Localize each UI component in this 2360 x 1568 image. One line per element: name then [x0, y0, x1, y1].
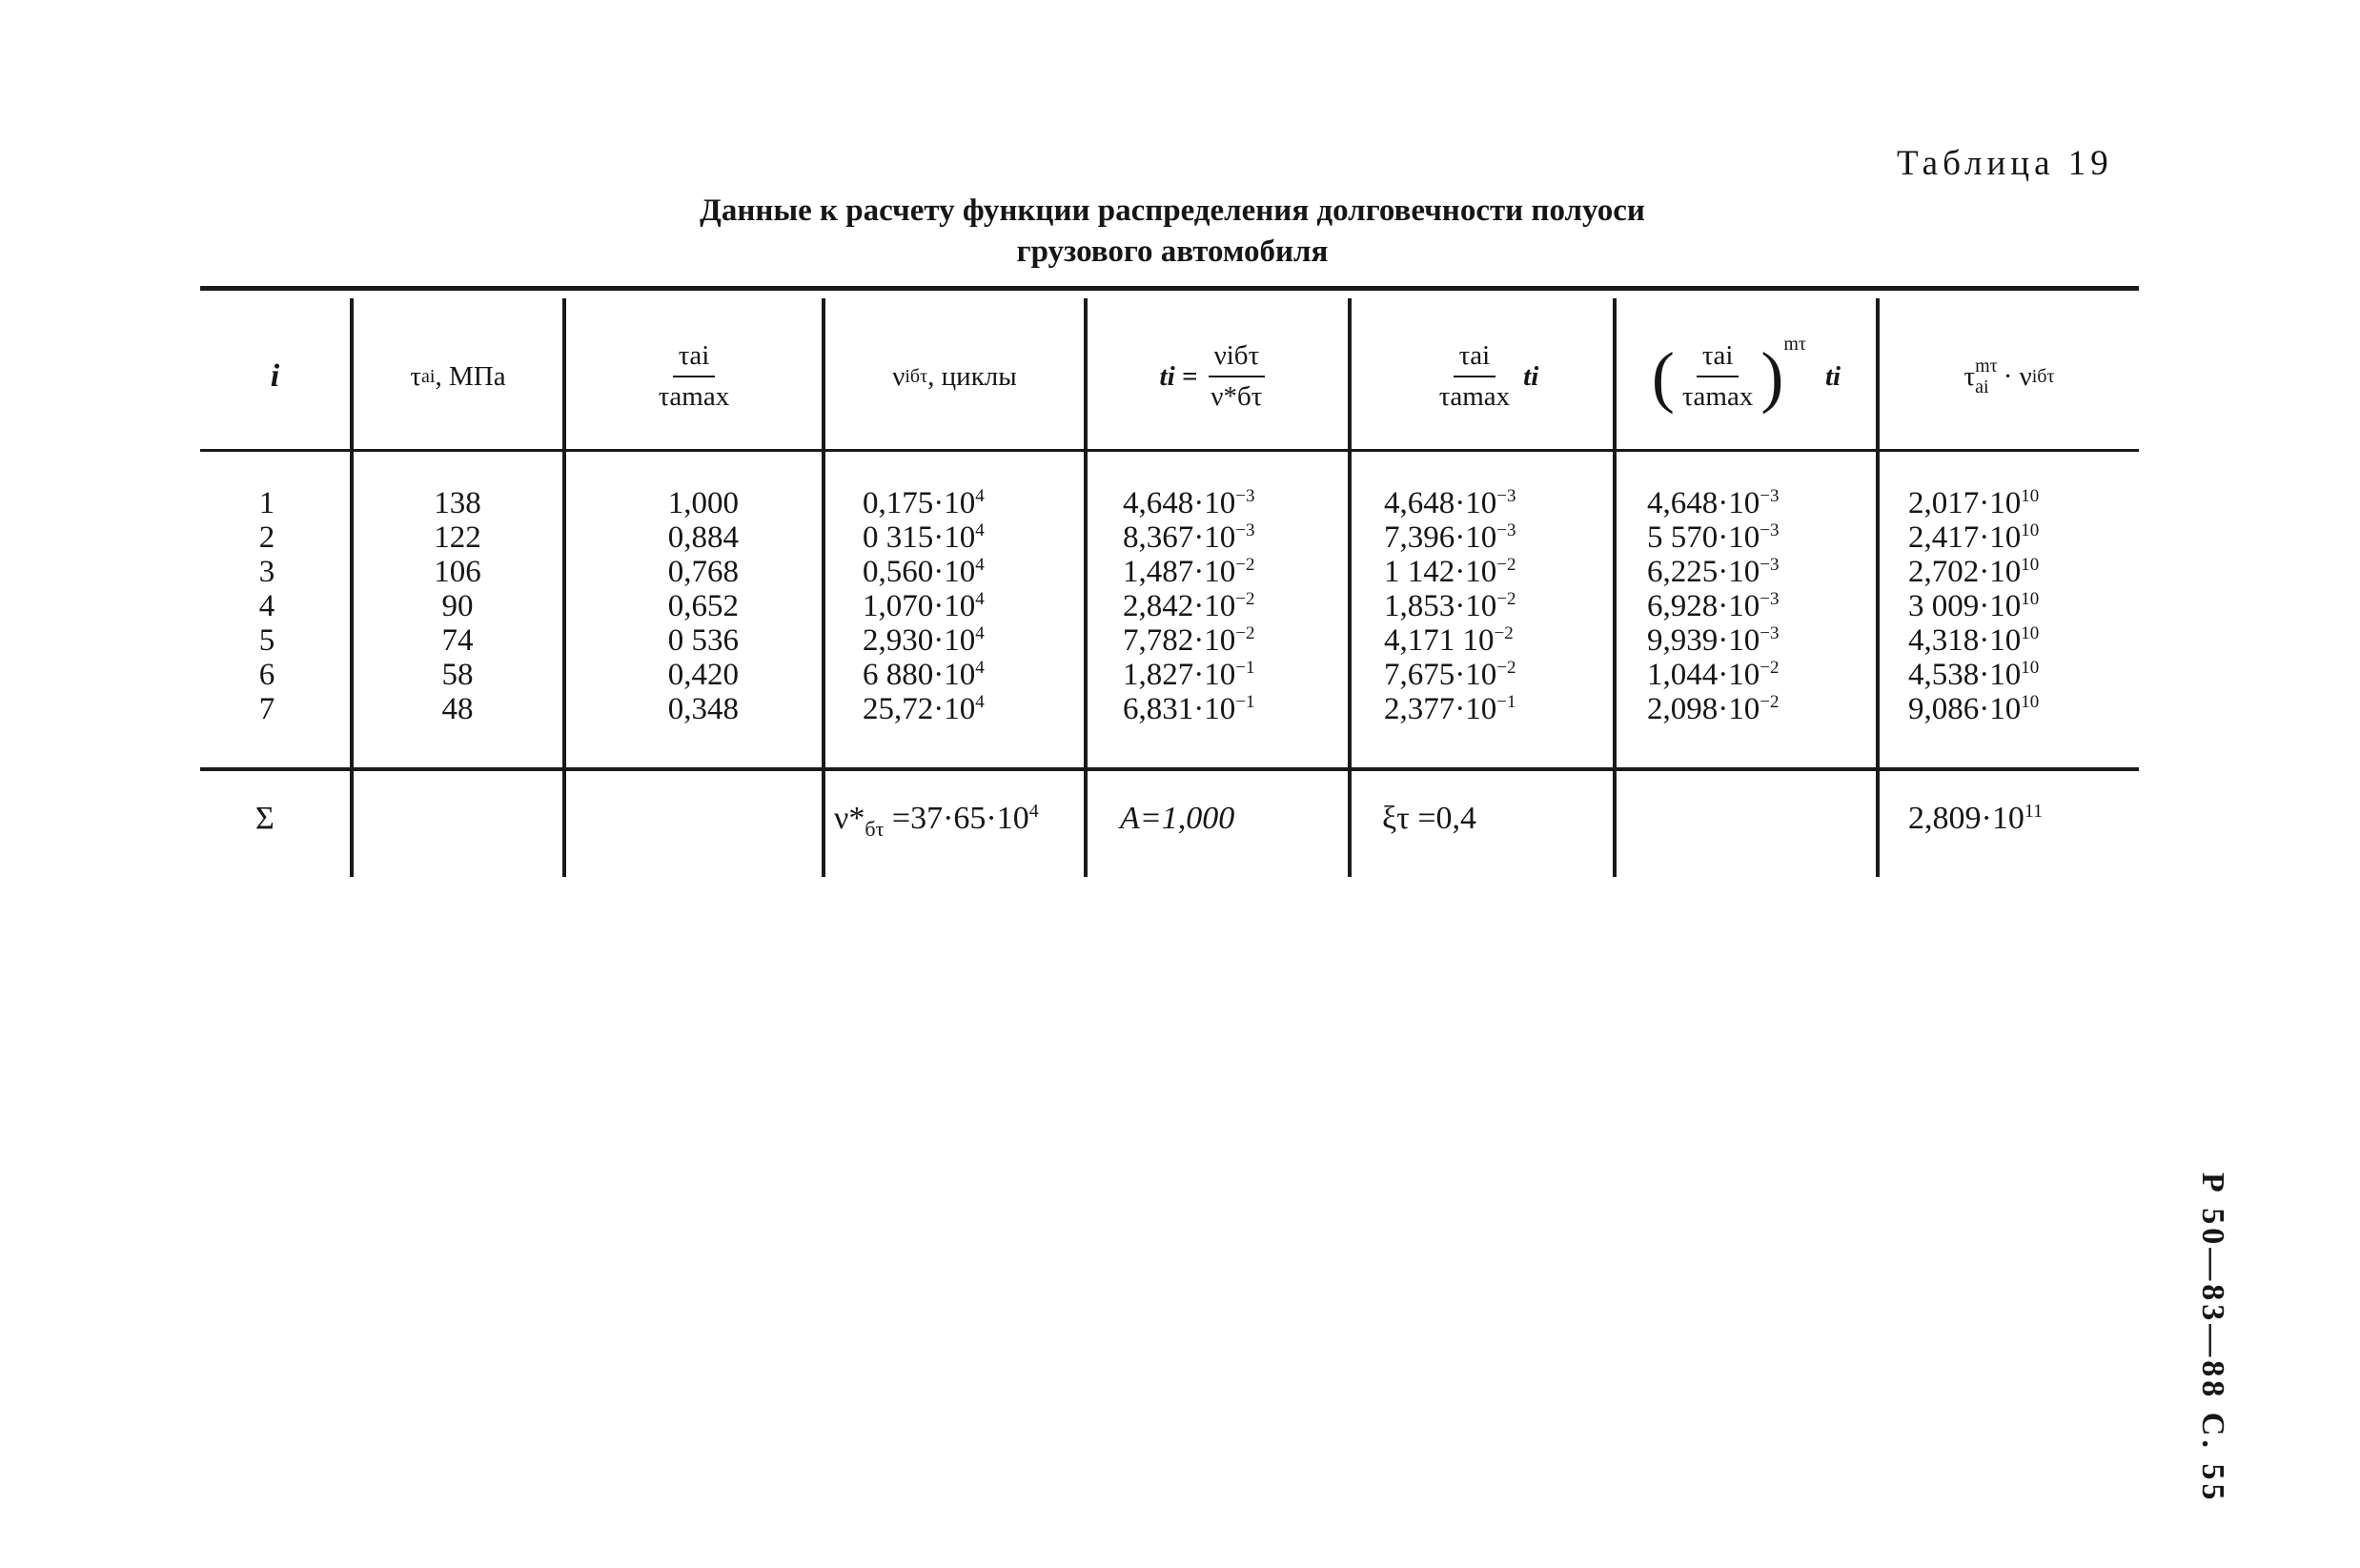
cell-ratio-t — [1384, 520, 1603, 555]
cell-i: 5 — [258, 623, 275, 658]
column-power-t — [1647, 486, 1866, 726]
header-nu-unit: , циклы — [927, 360, 1017, 392]
sum-nu-lhs: ν* — [834, 801, 865, 836]
cell-exponent: −2 — [1494, 623, 1514, 643]
header-tau-sub: ai — [421, 365, 436, 387]
cell-mantissa: 0,560·10 — [863, 555, 976, 589]
cell-exponent: −3 — [1760, 555, 1780, 575]
cell-ratio: 0,768 — [667, 555, 739, 589]
cell-exponent: −2 — [1496, 589, 1516, 609]
cell-mantissa: 1,827·10 — [1123, 658, 1236, 692]
cell-mantissa: 25,72·10 — [863, 692, 976, 726]
cell-exponent: −2 — [1760, 658, 1780, 678]
sum-rule — [200, 767, 2139, 771]
page-number: Р 50—83—88 С. 55 — [2195, 1172, 2230, 1504]
cell-exponent: 10 — [2021, 555, 2040, 575]
header-t-fraction — [1205, 340, 1268, 413]
cell-exponent: −1 — [1235, 658, 1255, 678]
column-i — [238, 486, 295, 726]
cell-tau: 138 — [434, 486, 481, 520]
cell-exponent: −3 — [1235, 520, 1255, 540]
cell-mantissa: 4,648·10 — [1123, 486, 1236, 520]
header-product — [1880, 305, 2139, 448]
cell-exponent: −2 — [1235, 555, 1255, 575]
cell-mantissa: 2,417·10 — [1908, 520, 2022, 555]
cell-product — [1908, 486, 2127, 520]
cell-mantissa: 0,175·10 — [863, 486, 976, 520]
cell-i: 3 — [258, 555, 275, 589]
cell-i: 6 — [258, 658, 275, 692]
sum-a: A=1,000 — [1120, 801, 1235, 836]
cell-exponent: −3 — [1760, 589, 1780, 609]
cell-nu — [863, 555, 1077, 589]
cell-exponent: −3 — [1235, 486, 1255, 506]
header-nu-sub: iбτ — [905, 365, 928, 387]
sum-xi: ξτ =0,4 — [1382, 801, 1476, 836]
cell-exponent: −3 — [1496, 520, 1516, 540]
cell-t — [1123, 692, 1342, 726]
cell-product — [1908, 623, 2127, 658]
header-product-sub: ai — [1975, 377, 1989, 397]
cell-exponent: 10 — [2021, 623, 2040, 643]
column-product — [1908, 486, 2127, 726]
cell-mantissa: 6,928·10 — [1647, 589, 1760, 623]
cell-i: 7 — [258, 692, 275, 726]
column-ratio-t — [1384, 486, 1603, 726]
fraction-denominator: τamax — [1681, 381, 1754, 412]
cell-exponent: −3 — [1760, 520, 1780, 540]
sum-nu-exponent: 4 — [1028, 801, 1039, 822]
sum-total-exponent: 11 — [2024, 801, 2044, 822]
sum-symbol: Σ — [255, 801, 275, 836]
cell-product — [1908, 692, 2127, 726]
cell-ratio-t — [1384, 658, 1603, 692]
cell-mantissa: 2,017·10 — [1908, 486, 2022, 520]
header-nu-symbol: ν — [892, 360, 905, 392]
cell-ratio: 0,652 — [667, 589, 739, 623]
header-nu — [825, 305, 1084, 448]
cell-power-t — [1647, 692, 1866, 726]
header-product-base: τ — [1963, 360, 1976, 392]
cell-exponent: −2 — [1235, 623, 1255, 643]
title-line-1: Данные к расчету функции распределения долговечности полуоси — [700, 193, 1645, 228]
header-t-lhs: ti = — [1159, 360, 1198, 392]
cell-exponent: 4 — [975, 692, 985, 712]
fraction-denominator: ν*бτ — [1211, 381, 1263, 412]
cell-mantissa: 4,538·10 — [1908, 658, 2022, 692]
cell-mantissa: 2,842·10 — [1123, 589, 1236, 623]
cell-tau: 106 — [434, 555, 481, 589]
cell-exponent: 4 — [975, 520, 985, 540]
header-product-rest: · ν — [2003, 360, 2032, 392]
cell-ratio: 0,348 — [667, 692, 739, 726]
cell-product — [1908, 555, 2127, 589]
cell-exponent: 4 — [975, 486, 985, 506]
cell-mantissa: 1,487·10 — [1123, 555, 1236, 589]
cell-mantissa: 6,831·10 — [1123, 692, 1236, 726]
sum-nu-sub: бτ — [865, 816, 885, 841]
cell-ratio-t — [1384, 486, 1603, 520]
cell-power-t — [1647, 658, 1866, 692]
cell-i: 2 — [258, 520, 275, 555]
header-ratio-t — [1352, 305, 1613, 448]
header-ratio-t-fraction — [1434, 340, 1516, 413]
cell-mantissa: 9,939·10 — [1647, 623, 1760, 658]
cell-t — [1123, 623, 1342, 658]
cell-mantissa: 6,225·10 — [1647, 555, 1760, 589]
header-tau — [354, 305, 562, 448]
sum-total-mantissa: 2,809·10 — [1908, 801, 2024, 836]
cell-nu — [863, 623, 1077, 658]
cell-nu — [863, 520, 1077, 555]
cell-product — [1908, 520, 2127, 555]
cell-ratio: 0,420 — [667, 658, 739, 692]
header-i — [200, 305, 350, 448]
cell-exponent: −2 — [1496, 555, 1516, 575]
cell-exponent: 10 — [2021, 692, 2040, 712]
column-tau — [400, 486, 515, 726]
header-product-exponent: mτ — [1975, 356, 1998, 377]
cell-power-t — [1647, 555, 1866, 589]
cell-mantissa: 2,098·10 — [1647, 692, 1760, 726]
cell-power-t — [1647, 486, 1866, 520]
cell-tau: 74 — [441, 623, 474, 658]
cell-nu — [863, 692, 1077, 726]
cell-t — [1123, 486, 1342, 520]
cell-exponent: 4 — [975, 658, 985, 678]
cell-t — [1123, 589, 1342, 623]
fraction-numerator: νiбτ — [1209, 340, 1266, 377]
header-i-text: i — [270, 358, 280, 394]
fraction-denominator: τamax — [658, 381, 730, 412]
cell-tau: 122 — [434, 520, 481, 555]
cell-mantissa: 4,171 10 — [1384, 623, 1495, 658]
cell-ratio-t — [1384, 692, 1603, 726]
cell-tau: 90 — [441, 589, 474, 623]
cell-mantissa: 3 009·10 — [1908, 589, 2022, 623]
cell-ratio: 0,884 — [667, 520, 739, 555]
table-title — [477, 191, 1868, 273]
cell-ratio: 0 536 — [667, 623, 739, 658]
cell-exponent: −1 — [1496, 692, 1516, 712]
cell-i: 1 — [258, 486, 275, 520]
cell-tau: 58 — [441, 658, 474, 692]
cell-exponent: 4 — [975, 623, 985, 643]
sum-nu — [834, 801, 1039, 842]
cell-nu — [863, 589, 1077, 623]
fraction-numerator: τai — [1454, 340, 1496, 377]
header-ratio — [566, 305, 822, 448]
cell-exponent: 10 — [2021, 520, 2040, 540]
cell-t — [1123, 658, 1342, 692]
left-paren: ( — [1651, 338, 1675, 415]
column-nu — [863, 486, 1077, 726]
cell-mantissa: 7,396·10 — [1384, 520, 1497, 555]
cell-mantissa: 6 880·10 — [863, 658, 976, 692]
cell-product — [1908, 658, 2127, 692]
header-power-exponent: mτ — [1783, 334, 1806, 355]
cell-exponent: −3 — [1760, 486, 1780, 506]
cell-exponent: −3 — [1760, 623, 1780, 643]
cell-nu — [863, 486, 1077, 520]
cell-mantissa: 2,377·10 — [1384, 692, 1497, 726]
top-rule — [200, 286, 2139, 291]
cell-exponent: 4 — [975, 555, 985, 575]
header-product-sub2: iбτ — [2031, 365, 2055, 387]
header-power-fraction — [1677, 340, 1759, 413]
cell-mantissa: 1 142·10 — [1384, 555, 1497, 589]
cell-exponent: 10 — [2021, 486, 2040, 506]
cell-ratio-t — [1384, 589, 1603, 623]
fraction-numerator: τai — [673, 340, 716, 377]
cell-i: 4 — [258, 589, 275, 623]
cell-exponent: 4 — [975, 589, 985, 609]
cell-exponent: −2 — [1235, 589, 1255, 609]
cell-tau: 48 — [441, 692, 474, 726]
cell-mantissa: 7,782·10 — [1123, 623, 1236, 658]
cell-power-t — [1647, 623, 1866, 658]
cell-ratio-t — [1384, 623, 1603, 658]
header-power-t-factor: ti — [1824, 360, 1841, 392]
column-ratio — [591, 486, 739, 726]
sum-total — [1908, 801, 2043, 837]
cell-exponent: 10 — [2021, 589, 2040, 609]
sum-nu-value: =37·65·10 — [884, 801, 1029, 836]
header-ratio-t-factor: ti — [1523, 360, 1539, 392]
fraction-denominator: τamax — [1438, 381, 1511, 412]
cell-exponent: −1 — [1235, 692, 1255, 712]
cell-product — [1908, 589, 2127, 623]
header-power-t — [1617, 305, 1876, 448]
cell-mantissa: 2,930·10 — [863, 623, 976, 658]
fraction-numerator: τai — [1697, 340, 1739, 377]
cell-mantissa: 4,318·10 — [1908, 623, 2022, 658]
cell-mantissa: 5 570·10 — [1647, 520, 1760, 555]
cell-exponent: 10 — [2021, 658, 2040, 678]
header-tau-unit: , МПа — [435, 360, 506, 392]
cell-exponent: −2 — [1496, 658, 1516, 678]
column-t — [1123, 486, 1342, 726]
cell-power-t — [1647, 520, 1866, 555]
cell-ratio: 1,000 — [667, 486, 739, 520]
header-ratio-fraction — [653, 340, 735, 413]
header-tau-symbol: τ — [410, 360, 422, 392]
cell-mantissa: 4,648·10 — [1647, 486, 1760, 520]
cell-power-t — [1647, 589, 1866, 623]
cell-mantissa: 7,675·10 — [1384, 658, 1497, 692]
cell-mantissa: 0 315·10 — [863, 520, 976, 555]
header-product-indices — [1975, 356, 1998, 397]
right-paren: ) — [1760, 338, 1784, 415]
cell-t — [1123, 520, 1342, 555]
header-rule — [200, 449, 2139, 452]
table-number-label: Таблица 19 — [1897, 144, 2113, 183]
cell-mantissa: 1,070·10 — [863, 589, 976, 623]
cell-mantissa: 1,044·10 — [1647, 658, 1760, 692]
title-line-2: грузового автомобиля — [1016, 234, 1329, 269]
header-t — [1088, 305, 1348, 448]
cell-nu — [863, 658, 1077, 692]
cell-t — [1123, 555, 1342, 589]
cell-mantissa: 9,086·10 — [1908, 692, 2022, 726]
cell-mantissa: 1,853·10 — [1384, 589, 1497, 623]
cell-mantissa: 8,367·10 — [1123, 520, 1236, 555]
cell-mantissa: 2,702·10 — [1908, 555, 2022, 589]
cell-exponent: −2 — [1760, 692, 1780, 712]
cell-ratio-t — [1384, 555, 1603, 589]
cell-exponent: −3 — [1496, 486, 1516, 506]
cell-mantissa: 4,648·10 — [1384, 486, 1497, 520]
